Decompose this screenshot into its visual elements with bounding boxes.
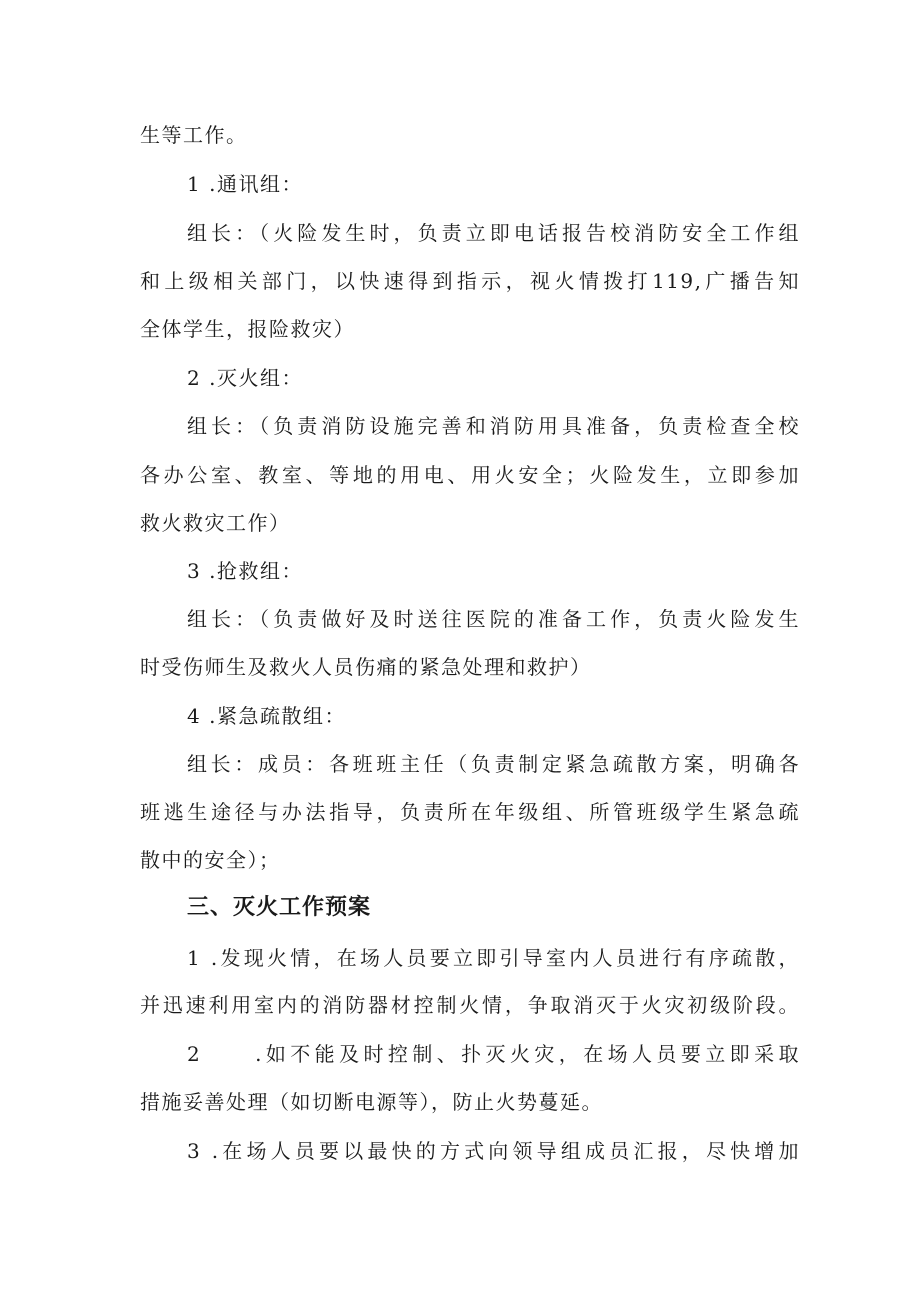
paragraph-line: 组长：（火险发生时，负责立即电话报告校消防安全工作组 <box>187 221 800 245</box>
paragraph-line: 组长：（负责消防设施完善和消防用具准备，负责检查全校 <box>187 414 800 438</box>
paragraph-line: 3 .在场人员要以最快的方式向领导组成员汇报，尽快增加 <box>187 1139 800 1163</box>
list-item-rescue-group: 3 .抢救组： <box>187 559 303 583</box>
paragraph-line: 生等工作。 <box>140 123 248 147</box>
paragraph-line: 组长：成员：各班班主任（负责制定紧急疏散方案，明确各 <box>187 752 800 776</box>
paragraph-line: 各办公室、教室、等地的用电、用火安全；火险发生，立即参加 <box>140 463 800 487</box>
paragraph-line: 救火救灾工作） <box>140 511 291 535</box>
paragraph-line: 和上级相关部门，以快速得到指示，视火情拨打119,广播告知 <box>140 269 800 293</box>
list-item-evacuation-group: 4 .紧急疏散组： <box>187 704 346 728</box>
paragraph-line: 全体学生，报险救灾） <box>140 317 355 341</box>
section-heading: 三、灭火工作预案 <box>187 895 372 920</box>
paragraph-line: 散中的安全）； <box>140 848 281 872</box>
paragraph-line: 2 .如不能及时控制、扑灭火灾，在场人员要立即采取 <box>187 1042 800 1066</box>
list-item-firefighting-group: 2 .灭火组： <box>187 366 303 390</box>
paragraph-line: 措施妥善处理（如切断电源等），防止火势蔓延。 <box>140 1090 603 1114</box>
paragraph-line: 并迅速利用室内的消防器材控制火情，争取消灭于火灾初级阶段。 <box>140 993 800 1017</box>
paragraph-line: 1 .发现火情，在场人员要立即引导室内人员进行有序疏散， <box>187 946 800 970</box>
paragraph-line: 时受伤师生及救火人员伤痛的紧急处理和救护） <box>140 655 592 679</box>
list-item-communication-group: 1 .通讯组： <box>187 172 303 196</box>
paragraph-line: 组长：（负责做好及时送往医院的准备工作，负责火险发生 <box>187 607 800 631</box>
paragraph-line: 班逃生途径与办法指导，负责所在年级组、所管班级学生紧急疏 <box>140 800 800 824</box>
